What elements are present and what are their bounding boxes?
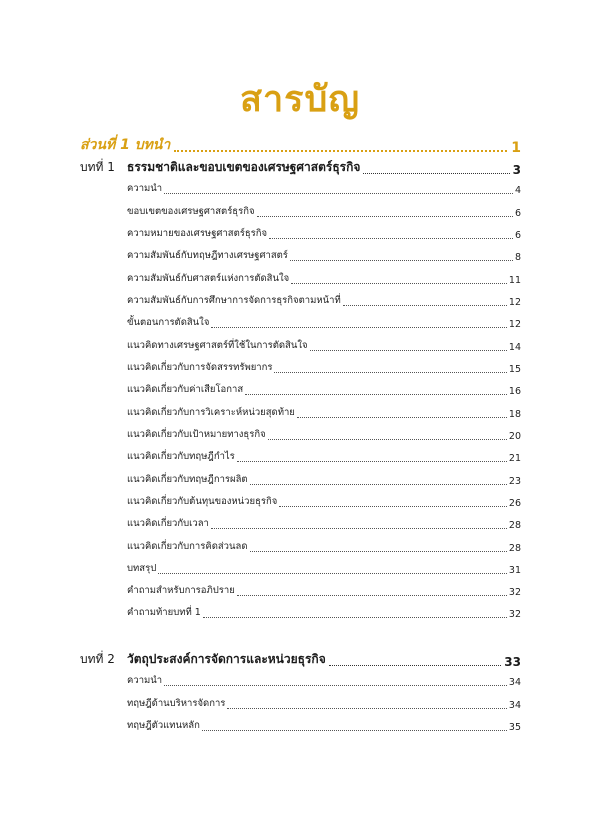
- toc-entry-title: ทฤษฎีตัวแทนหลัก: [127, 720, 200, 731]
- toc-entry-page: 18: [508, 409, 521, 420]
- dot-leader: [174, 150, 507, 152]
- toc-entry-page: 6: [514, 208, 521, 219]
- toc-entry-page: 34: [508, 677, 521, 688]
- toc-entry-title: ความสัมพันธ์กับการศึกษาการจัดการธุรกิจตามหน้าที่: [127, 295, 341, 306]
- dot-leader: [211, 528, 507, 529]
- dot-leader: [279, 506, 507, 507]
- toc-entry-title: คำถามสำหรับการอภิปราย: [127, 585, 235, 596]
- toc-entry-title: แนวคิดเกี่ยวกับต้นทุนของหน่วยธุรกิจ: [127, 496, 278, 507]
- toc-entry[interactable]: [127, 472, 521, 487]
- chapter-2-page: 33: [504, 655, 521, 669]
- toc-entry[interactable]: [127, 360, 521, 375]
- toc-entry[interactable]: [127, 696, 521, 711]
- dot-leader: [269, 238, 513, 239]
- dot-leader: [343, 305, 507, 306]
- toc-entry-title: ทฤษฎีด้านบริหารจัดการ: [127, 698, 226, 709]
- dot-leader: [164, 193, 513, 194]
- toc-entry-title: แนวคิดเกี่ยวกับการคิดส่วนลด: [127, 541, 248, 552]
- toc-entry-title: ความนำ: [127, 183, 163, 194]
- toc-entry-page: 34: [508, 700, 521, 711]
- toc-entry[interactable]: [127, 315, 521, 330]
- part-1-label: ส่วนที่ 1 บทนำ: [80, 137, 171, 153]
- toc-entry-title: ขอบเขตของเศรษฐศาสตร์ธุรกิจ: [127, 206, 255, 217]
- dot-leader: [245, 394, 507, 395]
- toc-entry-title: แนวคิดเกี่ยวกับทฤษฎีการผลิต: [127, 474, 248, 485]
- dot-leader: [297, 417, 507, 418]
- toc-entry[interactable]: [127, 405, 521, 420]
- chapter-1-number: บทที่ 1: [80, 160, 115, 174]
- dot-leader: [363, 173, 509, 174]
- toc-entry-title: แนวคิดเกี่ยวกับเวลา: [127, 518, 209, 529]
- toc-entry-title: คำถามท้ายบทที่ 1: [127, 607, 201, 618]
- toc-entry-page: 16: [508, 386, 521, 397]
- toc-entry[interactable]: [127, 204, 521, 219]
- chapter-1-entry[interactable]: [80, 158, 521, 177]
- toc-entry-page: 12: [508, 319, 521, 330]
- toc-entry[interactable]: [127, 427, 521, 442]
- toc-entry-title: ความหมายของเศรษฐศาสตร์ธุรกิจ: [127, 228, 268, 239]
- toc-entry-page: 21: [508, 453, 521, 464]
- dot-leader: [291, 283, 507, 284]
- chapter-1-page: 3: [512, 163, 521, 177]
- page-title: สารบัญ: [239, 79, 361, 120]
- toc-entry[interactable]: [127, 449, 521, 464]
- dot-leader: [274, 372, 506, 373]
- toc-entry-page: 26: [508, 498, 521, 509]
- chapter-2-number: บทที่ 2: [80, 652, 115, 666]
- dot-leader: [310, 350, 507, 351]
- toc-entry-page: 6: [514, 230, 521, 241]
- toc-entry-title: แนวคิดเกี่ยวกับทฤษฎีกำไร: [127, 451, 235, 462]
- toc-entry[interactable]: [127, 293, 521, 308]
- toc-entry-page: 20: [508, 431, 521, 442]
- dot-leader: [268, 439, 507, 440]
- toc-entry[interactable]: [127, 226, 521, 241]
- toc-entry[interactable]: [127, 673, 521, 688]
- toc-entry-page: 15: [508, 364, 521, 375]
- toc-entry-page: 8: [514, 252, 521, 263]
- toc-entry-page: 28: [508, 543, 521, 554]
- toc-entry-title: แนวคิดเกี่ยวกับการวิเคราะห์หน่วยสุดท้าย: [127, 407, 295, 418]
- chapter-1-title: ธรรมชาติและขอบเขตของเศรษฐศาสตร์ธุรกิจ: [127, 160, 361, 174]
- dot-leader: [158, 573, 507, 574]
- toc-entry-page: 23: [508, 476, 521, 487]
- toc-entry-page: 31: [508, 565, 521, 576]
- dot-leader: [329, 665, 502, 666]
- toc-entry[interactable]: [127, 248, 521, 263]
- dot-leader: [250, 484, 507, 485]
- toc-entry-title: ความสัมพันธ์กับศาสตร์แห่งการตัดสินใจ: [127, 273, 290, 284]
- toc-entry[interactable]: [127, 539, 521, 554]
- toc-entry[interactable]: [127, 494, 521, 509]
- toc-entry-page: 28: [508, 520, 521, 531]
- dot-leader: [227, 708, 506, 709]
- toc-entry-title: ขั้นตอนการตัดสินใจ: [127, 317, 210, 328]
- dot-leader: [237, 461, 507, 462]
- dot-leader: [211, 327, 507, 328]
- toc-entry[interactable]: [127, 583, 521, 598]
- toc-entry-title: แนวคิดเกี่ยวกับเป้าหมายทางธุรกิจ: [127, 429, 266, 440]
- toc-entry-title: ความนำ: [127, 675, 163, 686]
- toc-entry-page: 4: [514, 185, 521, 196]
- toc-entry-title: แนวคิดทางเศรษฐศาสตร์ที่ใช้ในการตัดสินใจ: [127, 340, 308, 351]
- toc-entry-title: บทสรุป: [127, 563, 157, 574]
- dot-leader: [203, 617, 507, 618]
- toc-entry-title: แนวคิดเกี่ยวกับค่าเสียโอกาส: [127, 384, 244, 395]
- toc-entry[interactable]: [127, 271, 521, 286]
- toc-entry[interactable]: [127, 718, 521, 733]
- toc-entry-title: ความสัมพันธ์กับทฤษฎีทางเศรษฐศาสตร์: [127, 250, 288, 261]
- chapter-2-title: วัตถุประสงค์การจัดการและหน่วยธุรกิจ: [127, 652, 326, 666]
- toc-entry[interactable]: [127, 181, 521, 196]
- toc-entry[interactable]: [127, 382, 521, 397]
- toc-entry[interactable]: [127, 338, 521, 353]
- part-1-entry[interactable]: [80, 134, 521, 156]
- toc-entry-page: 32: [508, 609, 521, 620]
- part-1-page: 1: [511, 140, 521, 156]
- toc-entry[interactable]: [127, 516, 521, 531]
- dot-leader: [257, 216, 513, 217]
- dot-leader: [250, 551, 507, 552]
- toc-entry[interactable]: [127, 605, 521, 620]
- dot-leader: [202, 730, 507, 731]
- toc-entry-page: 32: [508, 587, 521, 598]
- dot-leader: [164, 685, 507, 686]
- toc-entry-page: 12: [508, 297, 521, 308]
- toc-entry-page: 11: [508, 275, 521, 286]
- dot-leader: [290, 260, 513, 261]
- toc-entry-title: แนวคิดเกี่ยวกับการจัดสรรทรัพยากร: [127, 362, 273, 373]
- toc-entry-page: 14: [508, 342, 521, 353]
- toc-entry-page: 35: [508, 722, 521, 733]
- chapter-2-entry[interactable]: [80, 650, 521, 669]
- dot-leader: [237, 595, 507, 596]
- toc-entry[interactable]: [127, 561, 521, 576]
